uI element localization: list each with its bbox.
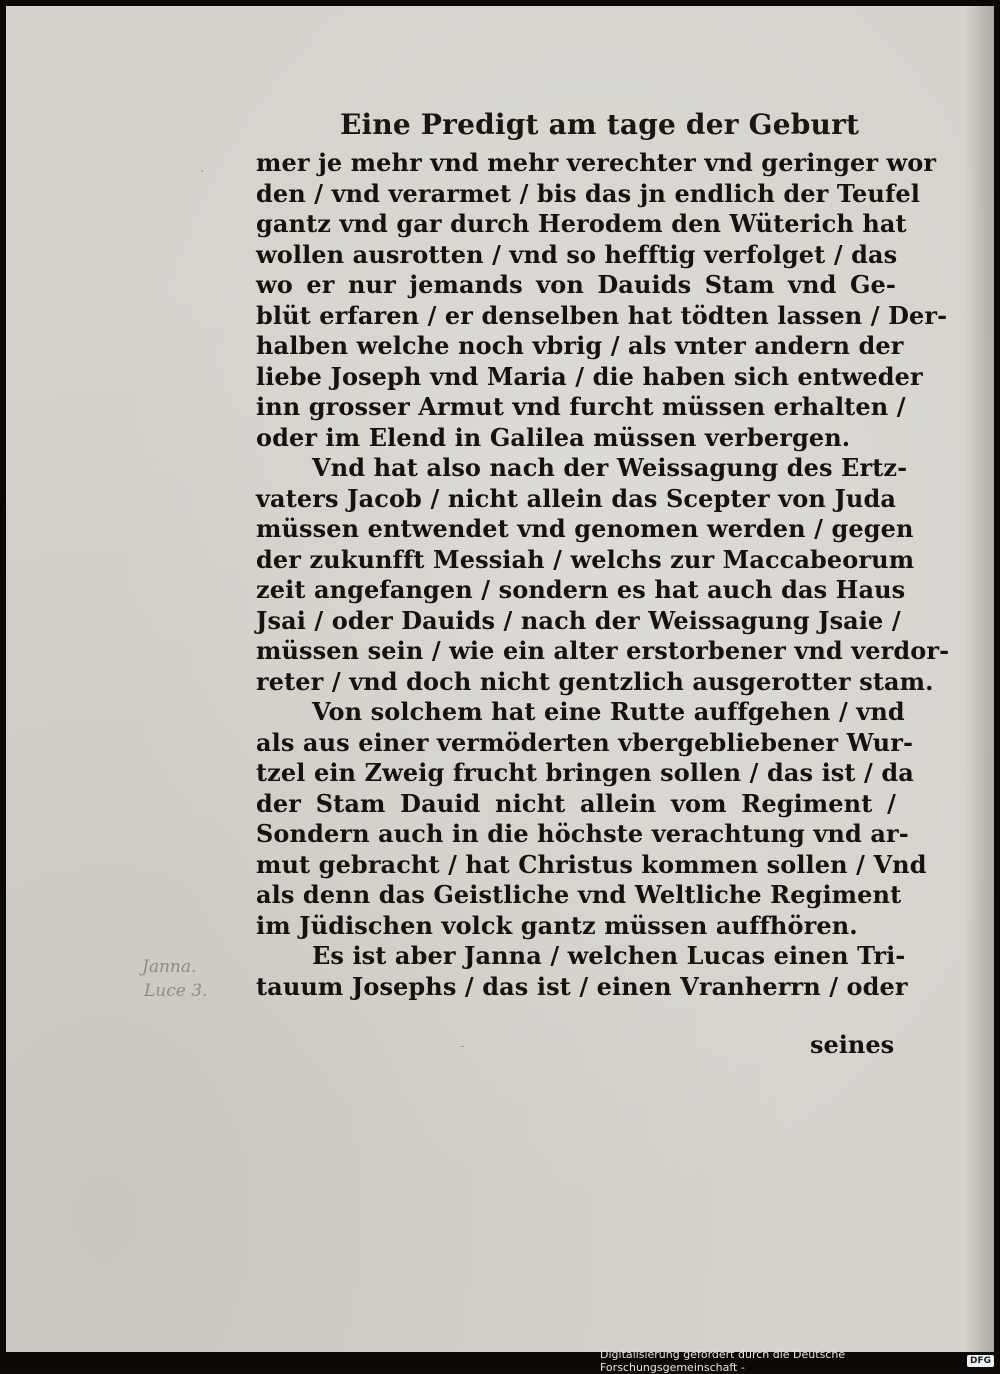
- text-line: mut gebracht / hat Christus kommen sollen / Vnd: [256, 849, 927, 879]
- text-line: zeit angefangen / sondern es hat auch das Haus: [256, 575, 906, 604]
- text-line: im Jüdischen volck gantz müssen auffhören.: [256, 910, 858, 940]
- text-line: als aus einer vermöderten vbergebliebener Wur-: [256, 727, 914, 757]
- text-line: liebe Joseph vnd Maria / die haben sich entweder: [256, 361, 923, 391]
- page-edge-shadow: [964, 6, 994, 1352]
- digitization-credit: [600, 1347, 994, 1374]
- text-line: der Stam Dauid nicht allein vom Regiment /: [256, 788, 896, 818]
- text-line: vaters Jacob / nicht allein das Scepter von Juda: [256, 483, 896, 513]
- text-line: den / vnd verarmet / bis das jn endlich der Teufel: [256, 178, 920, 208]
- margin-note-line: Janna.: [142, 957, 197, 977]
- text-line: wo er nur jemands von Dauids Stam vnd Ge-: [256, 270, 896, 299]
- text-line: müssen entwendet vnd genomen werden / gegen: [256, 514, 914, 543]
- text-line: halben welche noch vbrig / als vnter andern der: [256, 331, 904, 360]
- body-text: [256, 148, 950, 1002]
- credit-text: Digitalisierung gefördert durch die Deutsche Forschungsgemeinschaft -: [600, 1347, 846, 1374]
- text-line: Vnd hat also nach der Weissagung des Ertz-: [312, 453, 908, 482]
- text-line: müssen sein / wie ein alter erstorbener vnd verdor-: [256, 636, 950, 665]
- text-line: tzel ein Zweig frucht bringen sollen / das ist / da: [256, 758, 914, 787]
- stray-mark: -: [460, 1038, 465, 1054]
- dfg-logo: DFG: [967, 1355, 994, 1367]
- text-line: inn grosser Armut vnd furcht müssen erhalten /: [256, 392, 906, 421]
- margin-note: [142, 955, 207, 1003]
- margin-note-line: Luce 3.: [144, 981, 208, 1001]
- text-line: tauum Josephs / das ist / einen Vranherrn / oder: [256, 971, 908, 1001]
- text-line: Sondern auch in die höchste verachtung vnd ar-: [256, 819, 909, 848]
- text-line: Von solchem hat eine Rutte auffgehen / vnd: [312, 697, 905, 726]
- text-line: Es ist aber Janna / welchen Lucas einen Tri-: [312, 941, 906, 970]
- text-line: oder im Elend in Galilea müssen verbergen.: [256, 422, 851, 452]
- stray-mark: ·: [200, 164, 205, 180]
- text-line: reter / vnd doch nicht gentzlich ausgerotter stam.: [256, 666, 934, 696]
- running-title: Eine Predigt am tage der Geburt: [340, 108, 860, 141]
- text-line: gantz vnd gar durch Herodem den Wüterich hat: [256, 209, 907, 238]
- text-line: wollen ausrotten / vnd so hefftig verfolget / das: [256, 239, 898, 269]
- catchword: seines: [810, 1030, 895, 1059]
- text-line: der zukunfft Messiah / welchs zur Maccabeorum: [256, 544, 915, 574]
- text-line: als denn das Geistliche vnd Weltliche Regiment: [256, 880, 902, 909]
- text-line: blüt erfaren / er denselben hat tödten lassen / Der-: [256, 300, 948, 330]
- text-line: mer je mehr vnd mehr verechter vnd geringer wor: [256, 148, 937, 177]
- text-line: Jsai / oder Dauids / nach der Weissagung Jsaie /: [256, 605, 901, 635]
